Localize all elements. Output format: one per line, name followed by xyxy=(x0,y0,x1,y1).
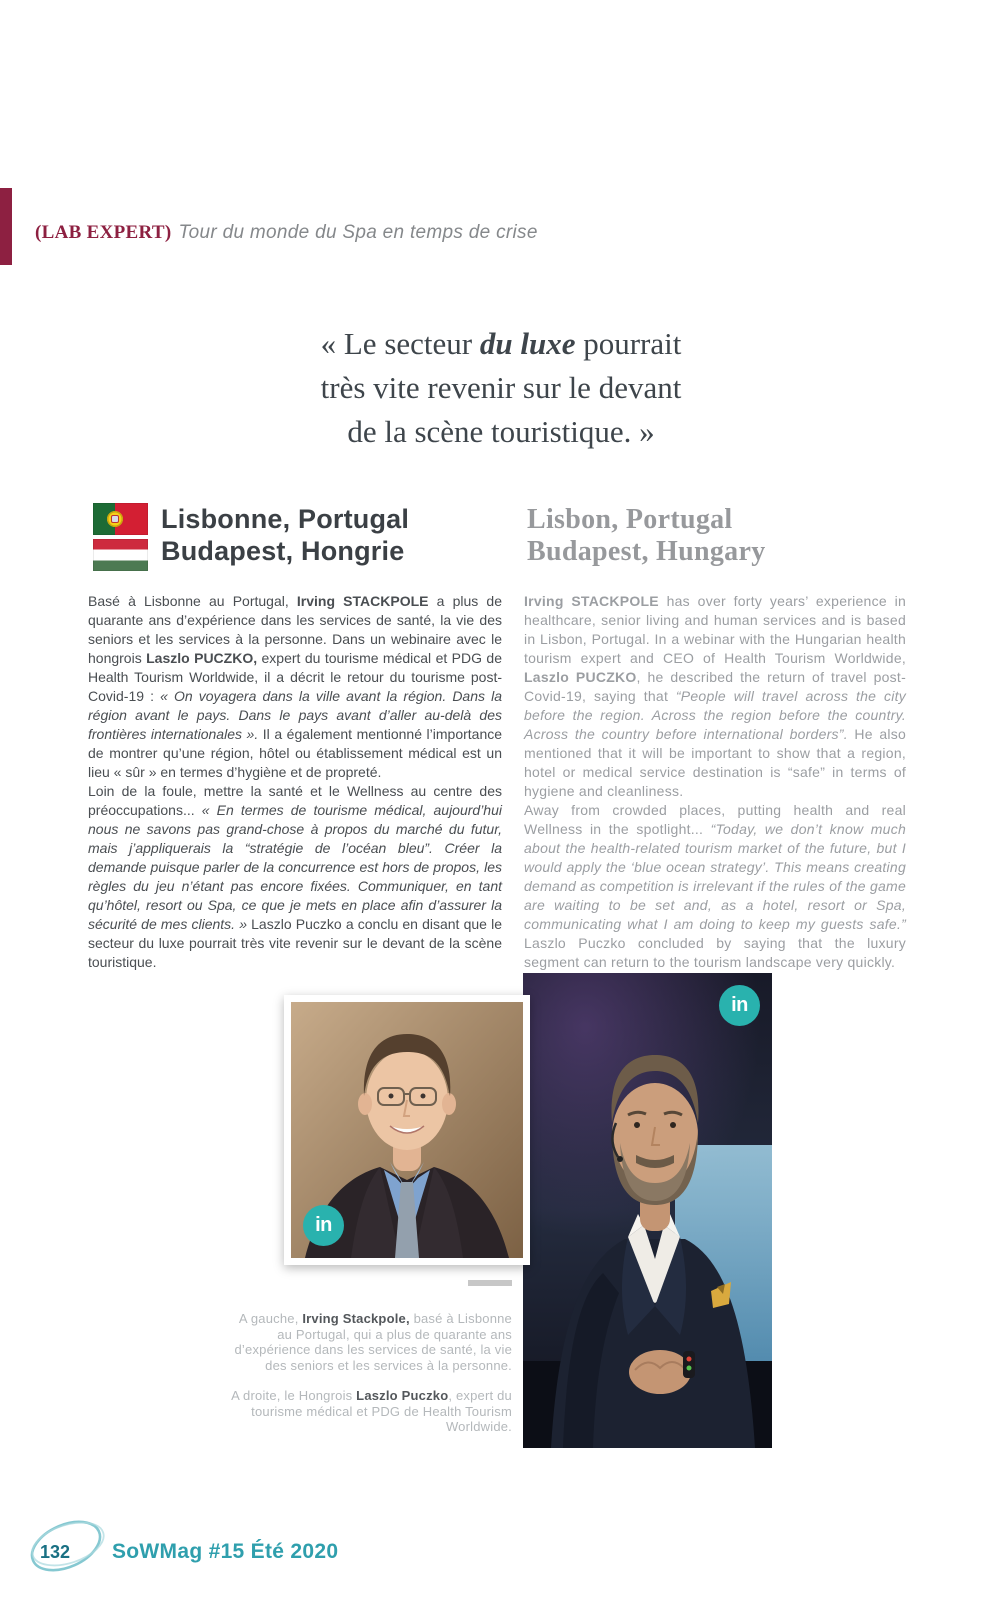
pull-quote-line: de la scène touristique. » xyxy=(347,414,655,449)
article-rubric-title: Tour du monde du Spa en temps de crise xyxy=(178,222,538,243)
french-heading-block xyxy=(93,503,409,571)
section-tag: (LAB EXPERT) xyxy=(35,222,172,243)
caption-laszlo: A droite, le Hongrois Laszlo Puczko, expert du tourisme médical et PDG de Health Tourism Worldwide. xyxy=(231,1388,512,1434)
french-heading xyxy=(161,503,409,567)
portugal-flag-emblem xyxy=(107,511,123,527)
flag-stack xyxy=(93,503,148,571)
pull-quote xyxy=(0,322,1002,454)
linkedin-icon-label: in xyxy=(731,994,748,1016)
pull-quote-line: « Le secteur du luxe pourrait xyxy=(320,326,682,361)
english-paragraph: Irving STACKPOLE has over forty years’ experience in healthcare, senior living and human services and is based in Lisbon, Portugal. In a webinar with the Hungarian health tourism expert and CEO of Health Tourism Worldwide, Laszlo PUCZKO, he described the return of travel post-Covid-19, saying that “People will travel across the city before the region. Across the region before the country. Across the country before international borders”. He also mentioned that it will be important to show that a region, hotel or medical service destination is “safe” in terms of hygiene and cleanliness. xyxy=(524,593,907,799)
french-body-column xyxy=(88,592,502,972)
caption-irving: A gauche, Irving Stackpole, basé à Lisbonne au Portugal, qui a plus de quarante ans d’expérience dans les services de santé, la vie des seniors et les services à la personne. xyxy=(234,1311,512,1373)
photo-laszlo-puczko xyxy=(523,973,772,1448)
portugal-flag-icon xyxy=(93,503,148,535)
french-heading-line1: Lisbonne, Portugal xyxy=(161,504,410,534)
page-header xyxy=(35,222,538,244)
english-heading-line2: Budapest, Hungary xyxy=(527,536,766,567)
linkedin-icon-label: in xyxy=(315,1214,332,1236)
linkedin-icon[interactable] xyxy=(719,985,760,1026)
photo-irving-stackpole-card xyxy=(284,995,530,1265)
french-heading-line2: Budapest, Hongrie xyxy=(161,536,405,566)
french-paragraph: Loin de la foule, mettre la santé et le Wellness au centre des préoccupations... « En termes de tourisme médical, aujourd’hui nous ne savons pas grand-chose à propos du marché du futur, mais j’appliquerais la “stratégie de l’océan bleu”. Créer la demande puisque parler de la concurrence est hors de propos, les règles du jeu n’étant pas encore fixées. Communiquer, en tant qu’hôtel, resort ou Spa, ce que je mets en place afin d’assurer la sécurité de mes clients. » Laszlo Puczko a conclu en disant que le secteur du luxe pourrait très vite revenir sur le devant de la scène touristique. xyxy=(88,783,502,970)
english-heading-line1: Lisbon, Portugal xyxy=(527,504,733,535)
magazine-issue-label: SoWMag #15 Été 2020 xyxy=(112,1540,339,1563)
linkedin-icon[interactable] xyxy=(303,1205,344,1246)
english-paragraph: Away from crowded places, putting health and real Wellness in the spotlight... “Today, we don’t know much about the health-related tourism market of the future, but I would apply the ‘blue ocean strategy’. This means creating demand as competition is irrelevant if the rules of the game are waiting to be set and, as a hotel, resort or Spa, communicating what I am doing to keep my guests safe.” Laszlo Puczko concluded by saying that the luxury segment can return to the tourism landscape very quickly. xyxy=(524,802,906,970)
pull-quote-line: très vite revenir sur le devant xyxy=(320,370,682,405)
page-number-circle xyxy=(22,1502,118,1574)
page-number: 132 xyxy=(39,1542,71,1562)
caption-divider-bar xyxy=(468,1280,512,1286)
section-marker-bar xyxy=(0,188,12,265)
photo-caption xyxy=(230,1311,512,1435)
laszlo-photo-illustration xyxy=(523,973,772,1448)
photo-irving-stackpole xyxy=(291,1002,523,1258)
hungary-flag-icon xyxy=(93,539,148,571)
french-paragraph: Basé à Lisbonne au Portugal, Irving STACKPOLE a plus de quarante ans d’expérience dans les services de santé, la vie des seniors et les services à la personne. Dans un webinaire avec le hongrois Laszlo PUCZKO, expert du tourisme médical et PDG de Health Tourism Worldwide, il a décrit le retour du tourisme post-Covid-19 : « On voyagera dans la ville avant la région. Dans la région avant le pays. Dans le pays avant d’aller au-delà des frontières internationales ». Il a également mentionné l’importance de montrer qu’une région, hôtel ou établissement médical est un lieu « sûr » en termes d’hygiène et de propreté. xyxy=(88,593,503,780)
english-heading xyxy=(527,504,766,568)
english-body-column xyxy=(524,592,906,972)
